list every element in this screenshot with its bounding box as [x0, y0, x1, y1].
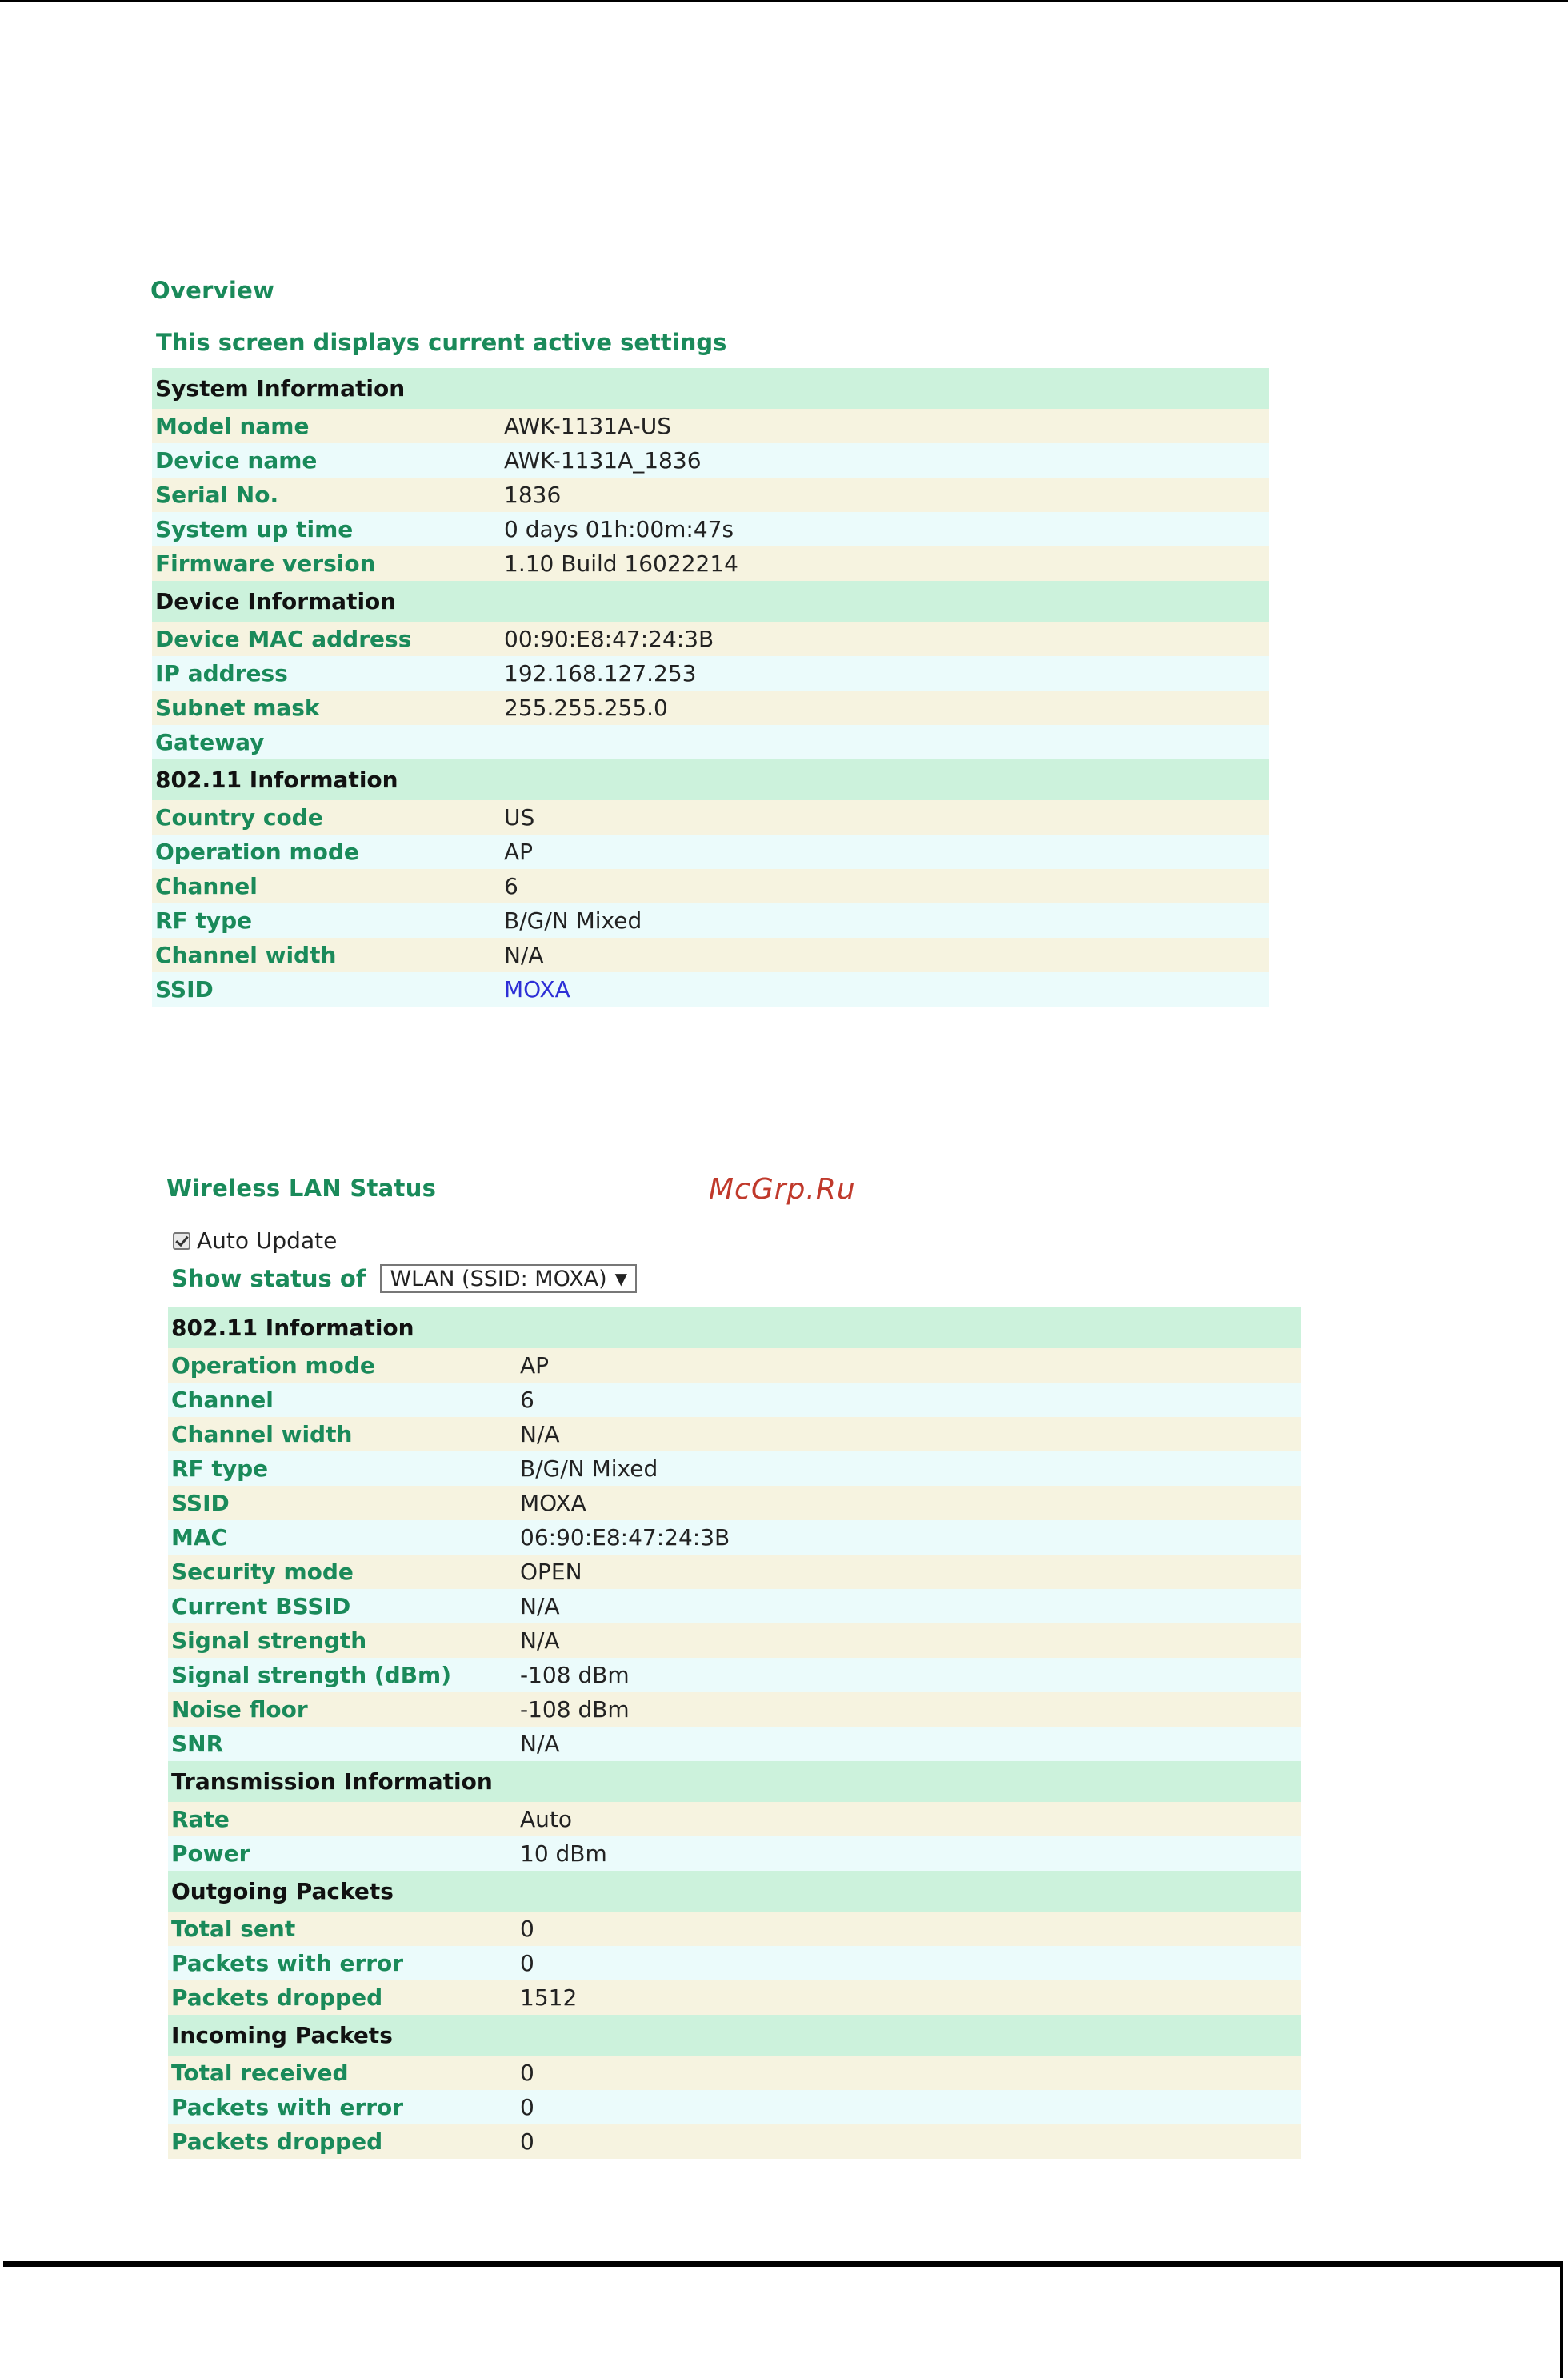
row-value: N/A	[517, 1417, 1301, 1451]
table-row	[152, 691, 1269, 725]
table-row	[152, 869, 1269, 903]
row-value: N/A	[517, 1727, 1301, 1761]
table-row	[168, 1980, 1301, 2015]
table-row	[168, 1658, 1301, 1692]
section-header-row	[152, 759, 1269, 800]
table-row	[168, 1348, 1301, 1383]
table-row	[168, 1417, 1301, 1451]
section-header-row	[168, 1307, 1301, 1348]
row-label: Operation mode	[152, 835, 501, 869]
table-row	[168, 1946, 1301, 1980]
row-label: Packets dropped	[168, 2124, 517, 2159]
table-row	[152, 800, 1269, 835]
show-status-select[interactable]	[380, 1264, 637, 1293]
row-value: B/G/N Mixed	[517, 1451, 1301, 1486]
table-row	[168, 1802, 1301, 1836]
row-label: Packets with error	[168, 2090, 517, 2124]
table-row	[152, 835, 1269, 869]
row-value	[501, 725, 1269, 759]
row-value: -108 dBm	[517, 1658, 1301, 1692]
row-value: US	[501, 800, 1269, 835]
show-status-selected-value: WLAN (SSID: MOXA)	[390, 1266, 607, 1291]
row-label: System up time	[152, 512, 501, 546]
section-header: Outgoing Packets	[168, 1871, 1301, 1912]
row-label: Gateway	[152, 725, 501, 759]
row-label: Country code	[152, 800, 501, 835]
table-row	[168, 1692, 1301, 1727]
table-row	[168, 1486, 1301, 1520]
wlan-status-title: Wireless LAN Status	[166, 1175, 437, 1202]
section-header: Incoming Packets	[168, 2015, 1301, 2056]
row-value: 0	[517, 2090, 1301, 2124]
table-row	[152, 512, 1269, 546]
row-value: 6	[517, 1383, 1301, 1417]
row-label: Channel	[168, 1383, 517, 1417]
row-label: Channel width	[168, 1417, 517, 1451]
table-row	[152, 546, 1269, 581]
wlan-status-table	[168, 1307, 1301, 2159]
row-label: IP address	[152, 656, 501, 691]
auto-update-checkbox[interactable]	[173, 1232, 190, 1250]
row-label: Power	[168, 1836, 517, 1871]
row-value: N/A	[501, 938, 1269, 972]
row-label: MAC	[168, 1520, 517, 1555]
table-row	[152, 409, 1269, 443]
row-label: Current BSSID	[168, 1589, 517, 1623]
section-header: 802.11 Information	[152, 759, 1269, 800]
row-label: Rate	[168, 1802, 517, 1836]
row-label: Channel	[152, 869, 501, 903]
row-value: 0 days 01h:00m:47s	[501, 512, 1269, 546]
row-label: Total received	[168, 2056, 517, 2090]
table-row	[168, 1589, 1301, 1623]
row-value: 192.168.127.253	[501, 656, 1269, 691]
table-row	[168, 2124, 1301, 2159]
watermark-text: McGrp.Ru	[709, 1173, 856, 1206]
row-value: AWK-1131A-US	[501, 409, 1269, 443]
row-label: Firmware version	[152, 546, 501, 581]
table-row	[168, 1451, 1301, 1486]
section-header: Device Information	[152, 581, 1269, 622]
table-row	[152, 656, 1269, 691]
row-label: Device MAC address	[152, 622, 501, 656]
table-row	[168, 1836, 1301, 1871]
row-value: -108 dBm	[517, 1692, 1301, 1727]
row-label: RF type	[168, 1451, 517, 1486]
section-header-row	[168, 1761, 1301, 1802]
row-label: SSID	[168, 1486, 517, 1520]
table-row	[168, 2056, 1301, 2090]
table-row	[152, 478, 1269, 512]
row-label: Noise floor	[168, 1692, 517, 1727]
row-label: Serial No.	[152, 478, 501, 512]
row-label: Signal strength	[168, 1623, 517, 1658]
row-value: AWK-1131A_1836	[501, 443, 1269, 478]
dropdown-arrow-icon: ▼	[614, 1269, 628, 1288]
section-header: Transmission Information	[168, 1761, 1301, 1802]
row-label: RF type	[152, 903, 501, 938]
section-header-row	[168, 2015, 1301, 2056]
footer-box	[3, 2261, 1563, 2378]
table-row	[168, 1555, 1301, 1589]
table-row	[152, 622, 1269, 656]
table-row	[168, 1623, 1301, 1658]
row-value: MOXA	[517, 1486, 1301, 1520]
row-label: Signal strength (dBm)	[168, 1658, 517, 1692]
row-value: AP	[501, 835, 1269, 869]
row-value: 255.255.255.0	[501, 691, 1269, 725]
table-row	[152, 443, 1269, 478]
row-value: 0	[517, 1946, 1301, 1980]
row-value: 1512	[517, 1980, 1301, 2015]
row-value: Auto	[517, 1802, 1301, 1836]
section-header: 802.11 Information	[168, 1307, 1301, 1348]
table-row	[152, 938, 1269, 972]
auto-update-label: Auto Update	[197, 1227, 338, 1254]
row-value: B/G/N Mixed	[501, 903, 1269, 938]
table-row	[168, 2090, 1301, 2124]
table-row	[152, 903, 1269, 938]
table-row	[168, 1383, 1301, 1417]
row-value: 06:90:E8:47:24:3B	[517, 1520, 1301, 1555]
overview-subtitle: This screen displays current active settings	[156, 329, 727, 356]
row-value: 1836	[501, 478, 1269, 512]
table-row	[168, 1912, 1301, 1946]
table-row	[152, 725, 1269, 759]
row-value: 0	[517, 1912, 1301, 1946]
show-status-row	[171, 1264, 637, 1293]
overview-table	[152, 368, 1269, 1007]
overview-title: Overview	[150, 277, 275, 304]
row-value: 6	[501, 869, 1269, 903]
row-label: Model name	[152, 409, 501, 443]
row-label: Packets with error	[168, 1946, 517, 1980]
table-row	[168, 1520, 1301, 1555]
top-rule	[0, 0, 1568, 2]
row-label: Operation mode	[168, 1348, 517, 1383]
row-value: N/A	[517, 1623, 1301, 1658]
row-value: N/A	[517, 1589, 1301, 1623]
table-row	[168, 1727, 1301, 1761]
row-label: Security mode	[168, 1555, 517, 1589]
section-header-row	[152, 581, 1269, 622]
section-header: System Information	[152, 368, 1269, 409]
row-label: SSID	[152, 972, 501, 1007]
row-label: Total sent	[168, 1912, 517, 1946]
row-value: OPEN	[517, 1555, 1301, 1589]
row-label: SNR	[168, 1727, 517, 1761]
ssid-link[interactable]: MOXA	[501, 972, 1269, 1007]
row-value: AP	[517, 1348, 1301, 1383]
row-value: 0	[517, 2124, 1301, 2159]
row-label: Subnet mask	[152, 691, 501, 725]
row-label: Channel width	[152, 938, 501, 972]
row-value: 0	[517, 2056, 1301, 2090]
row-value: 00:90:E8:47:24:3B	[501, 622, 1269, 656]
auto-update-control[interactable]	[173, 1227, 337, 1254]
section-header-row	[168, 1871, 1301, 1912]
table-row	[152, 972, 1269, 1007]
row-value: 1.10 Build 16022214	[501, 546, 1269, 581]
row-value: 10 dBm	[517, 1836, 1301, 1871]
section-header-row	[152, 368, 1269, 409]
show-status-label: Show status of	[171, 1265, 366, 1292]
row-label: Device name	[152, 443, 501, 478]
row-label: Packets dropped	[168, 1980, 517, 2015]
